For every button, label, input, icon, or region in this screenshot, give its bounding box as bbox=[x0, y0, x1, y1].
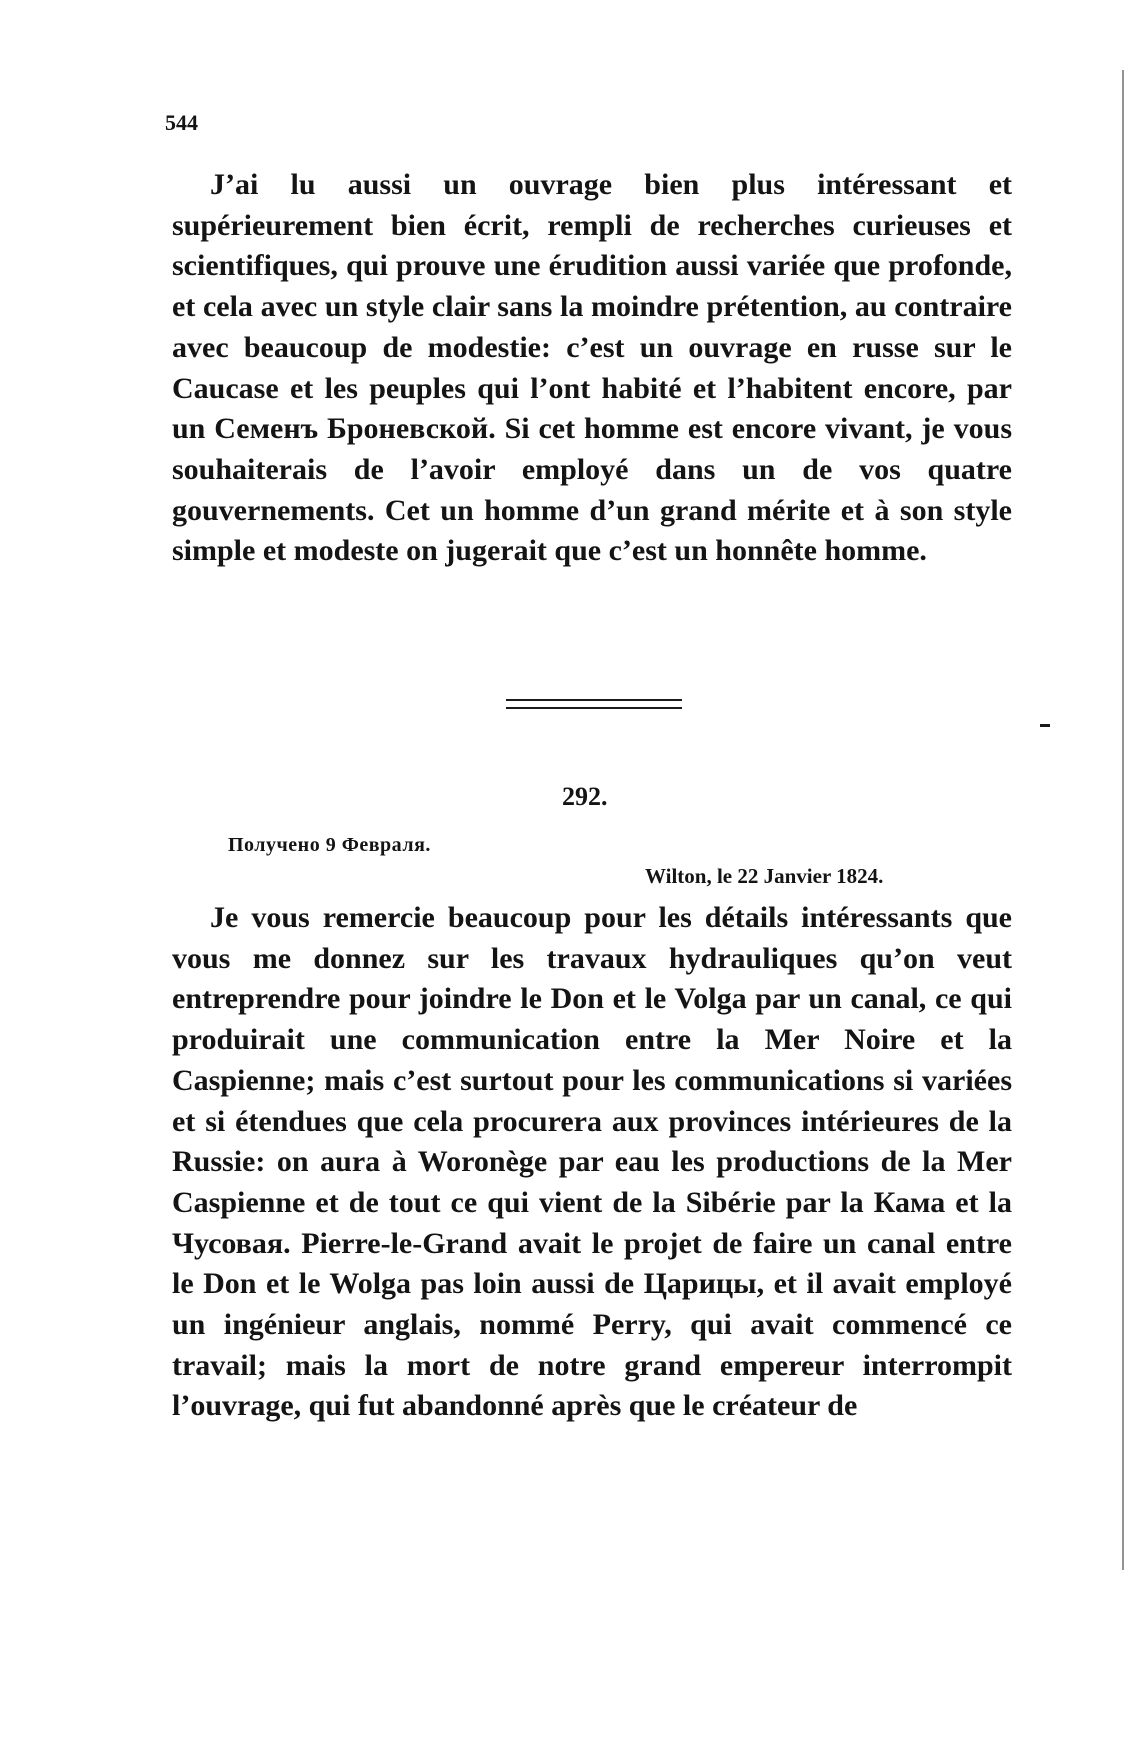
section-separator bbox=[506, 699, 682, 709]
previous-letter-paragraph: J’ai lu aussi un ouvrage bien plus intéressant et supérieurement bien écrit, rempli de recherches curieuses et scientifiques, qui prouve une érudition aussi variée que profonde, et cela avec un style clair sans la moindre prétention, au contraire avec beaucoup de modestie: c’est un ouvrage en russe sur le Caucase et les peuples qui l’ont habité et l’habitent encore, par un Семенъ Броневской. Si cet homme est encore vivant, je vous souhaiterais de l’avoir employé dans un de vos quatre gouvernements. Cet un homme d’un grand mérite et à son style simple et modeste on jugerait que c’est un honnête homme. bbox=[172, 168, 1012, 568]
received-note: Получено 9 Февраля. bbox=[228, 834, 431, 856]
page-number: 544 bbox=[165, 110, 198, 135]
page-edge-line bbox=[1122, 70, 1124, 1570]
letter-paragraph: Je vous remercie beaucoup pour les détails intéressants que vous me donnez sur les travaux hydrauliques qu’on veut entreprendre pour joindre le Don et le Volga par un canal, ce qui produirait une communication entre la Mer Noire et la Caspienne; mais c’est surtout pour les communications si variées et si étendues que cela procurera aux provinces intérieures de la Russie: on aura à Woronège par eau les productions de la Mer Caspienne et de tout ce qui vient de la Sibérie par la Кама et la Чусовая. Pierre-le-Grand avait le projet de faire un canal entre le Don et le Wolga pas loin aussi de Царицы, et il avait employé un ingénieur anglais, nommé Perry, qui avait commencé ce travail; mais la mort de notre grand empereur interrompit l’ouvrage, qui fut abandonné après que le créateur de bbox=[172, 901, 1012, 1423]
margin-mark bbox=[1040, 724, 1050, 727]
letter-dateline: Wilton, le 22 Janvier 1824. bbox=[645, 864, 884, 888]
letter-number: 292. bbox=[562, 782, 608, 811]
